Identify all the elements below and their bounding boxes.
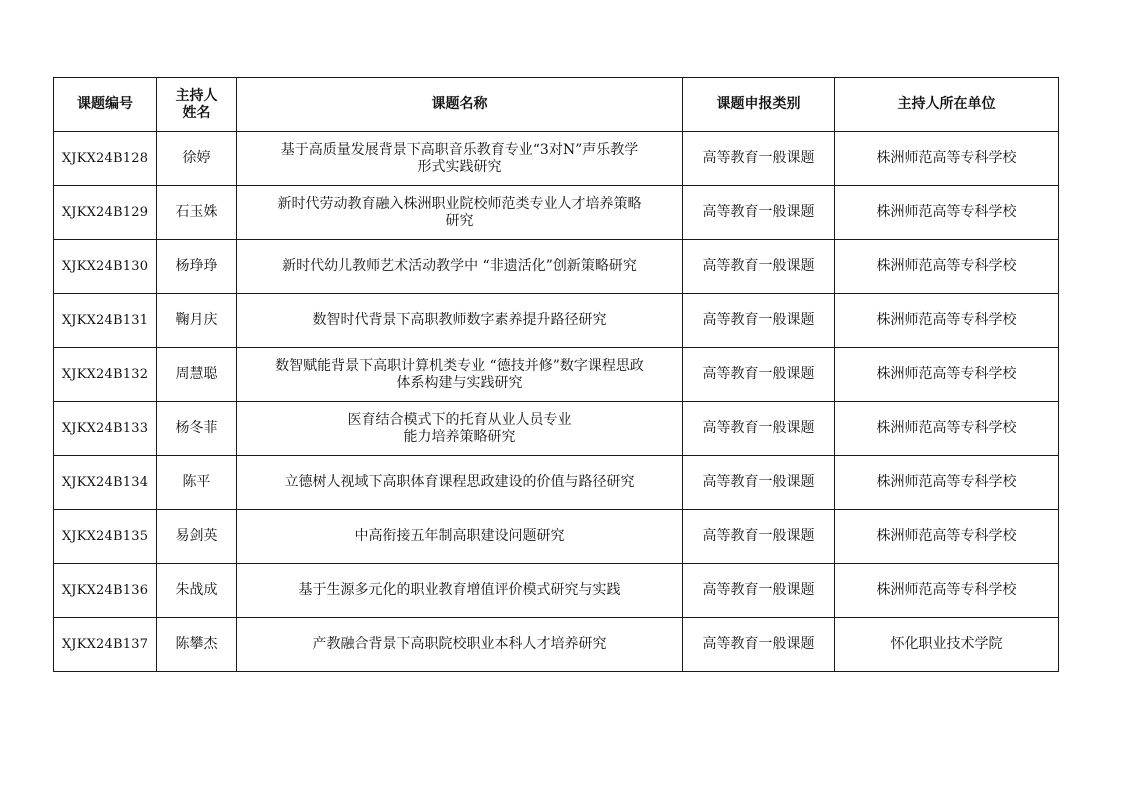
cell-title: [237, 564, 683, 618]
cell-title-line1: 新时代劳动教育融入株洲职业院校师范类专业人才培养策略: [277, 195, 642, 212]
cell-title-line1: 基于高质量发展背景下高职音乐教育专业“3对N”声乐教学: [280, 141, 639, 158]
cell-title: [237, 186, 683, 240]
cell-title-line1: 新时代幼儿教师艺术活动教学中 “非遗活化”创新策略研究: [282, 258, 637, 274]
cell-unit: 怀化职业技术学院: [835, 618, 1059, 672]
table-row: [54, 402, 1059, 456]
cell-title: [237, 510, 683, 564]
cell-code: XJKX24B137: [54, 618, 157, 672]
cell-code: XJKX24B129: [54, 186, 157, 240]
cell-unit: 株洲师范高等专科学校: [835, 294, 1059, 348]
cell-title-line1: 数智时代背景下高职教师数字素养提升路径研究: [312, 312, 607, 328]
cell-code: XJKX24B130: [54, 240, 157, 294]
project-table-sheet: [53, 77, 1058, 672]
cell-title: [237, 294, 683, 348]
header-unit: 主持人所在单位: [835, 78, 1059, 132]
cell-unit: 株洲师范高等专科学校: [835, 510, 1059, 564]
header-category: 课题申报类别: [683, 78, 835, 132]
cell-title-line2: 形式实践研究: [417, 158, 502, 175]
table-row: [54, 618, 1059, 672]
cell-host: 杨冬菲: [157, 402, 237, 456]
cell-unit: 株洲师范高等专科学校: [835, 456, 1059, 510]
header-host: [157, 78, 237, 132]
project-table: [53, 77, 1059, 672]
header-title: 课题名称: [237, 78, 683, 132]
cell-host: 鞠月庆: [157, 294, 237, 348]
cell-host: 周慧聪: [157, 348, 237, 402]
cell-code: XJKX24B131: [54, 294, 157, 348]
header-code: 课题编号: [54, 78, 157, 132]
cell-title: [237, 402, 683, 456]
cell-host: 陈平: [157, 456, 237, 510]
cell-title-line1: 医育结合模式下的托育从业人员专业: [347, 411, 572, 428]
cell-unit: 株洲师范高等专科学校: [835, 132, 1059, 186]
cell-host: 陈攀杰: [157, 618, 237, 672]
cell-category: 高等教育一般课题: [683, 618, 835, 672]
cell-category: 高等教育一般课题: [683, 186, 835, 240]
cell-code: XJKX24B128: [54, 132, 157, 186]
cell-unit: 株洲师范高等专科学校: [835, 348, 1059, 402]
cell-title: [237, 348, 683, 402]
cell-title: [237, 240, 683, 294]
cell-unit: 株洲师范高等专科学校: [835, 186, 1059, 240]
table-row: [54, 564, 1059, 618]
cell-host: 徐婷: [157, 132, 237, 186]
cell-title-line2: 能力培养策略研究: [403, 428, 516, 445]
cell-category: 高等教育一般课题: [683, 132, 835, 186]
cell-code: XJKX24B134: [54, 456, 157, 510]
table-row: [54, 132, 1059, 186]
cell-title-line1: 数智赋能背景下高职计算机类专业 “德技并修”数字课程思政: [275, 357, 644, 374]
table-row: [54, 348, 1059, 402]
cell-host: 杨琤琤: [157, 240, 237, 294]
cell-title-line2: 体系构建与实践研究: [396, 374, 523, 391]
cell-title-line2: 研究: [445, 212, 474, 229]
cell-title: [237, 132, 683, 186]
cell-category: 高等教育一般课题: [683, 240, 835, 294]
cell-category: 高等教育一般课题: [683, 564, 835, 618]
cell-unit: 株洲师范高等专科学校: [835, 402, 1059, 456]
table-row: [54, 294, 1059, 348]
cell-title-line1: 立德树人视域下高职体育课程思政建设的价值与路径研究: [284, 474, 635, 490]
table-row: [54, 186, 1059, 240]
cell-title-line1: 产教融合背景下高职院校职业本科人才培养研究: [312, 636, 607, 652]
cell-code: XJKX24B135: [54, 510, 157, 564]
cell-unit: 株洲师范高等专科学校: [835, 564, 1059, 618]
cell-code: XJKX24B133: [54, 402, 157, 456]
cell-category: 高等教育一般课题: [683, 402, 835, 456]
cell-unit: 株洲师范高等专科学校: [835, 240, 1059, 294]
cell-host: 朱战成: [157, 564, 237, 618]
cell-code: XJKX24B132: [54, 348, 157, 402]
cell-title-line1: 中高衔接五年制高职建设问题研究: [354, 528, 565, 544]
header-host-line2: 姓名: [182, 104, 211, 121]
cell-category: 高等教育一般课题: [683, 294, 835, 348]
cell-host: 易剑英: [157, 510, 237, 564]
table-row: [54, 456, 1059, 510]
table-row: [54, 240, 1059, 294]
header-host-line1: 主持人: [175, 87, 218, 104]
cell-category: 高等教育一般课题: [683, 510, 835, 564]
cell-title: [237, 456, 683, 510]
header-row: [54, 78, 1059, 132]
cell-category: 高等教育一般课题: [683, 456, 835, 510]
cell-host: 石玉姝: [157, 186, 237, 240]
table-row: [54, 510, 1059, 564]
cell-title: [237, 618, 683, 672]
cell-category: 高等教育一般课题: [683, 348, 835, 402]
cell-title-line1: 基于生源多元化的职业教育增值评价模式研究与实践: [298, 582, 621, 598]
cell-code: XJKX24B136: [54, 564, 157, 618]
